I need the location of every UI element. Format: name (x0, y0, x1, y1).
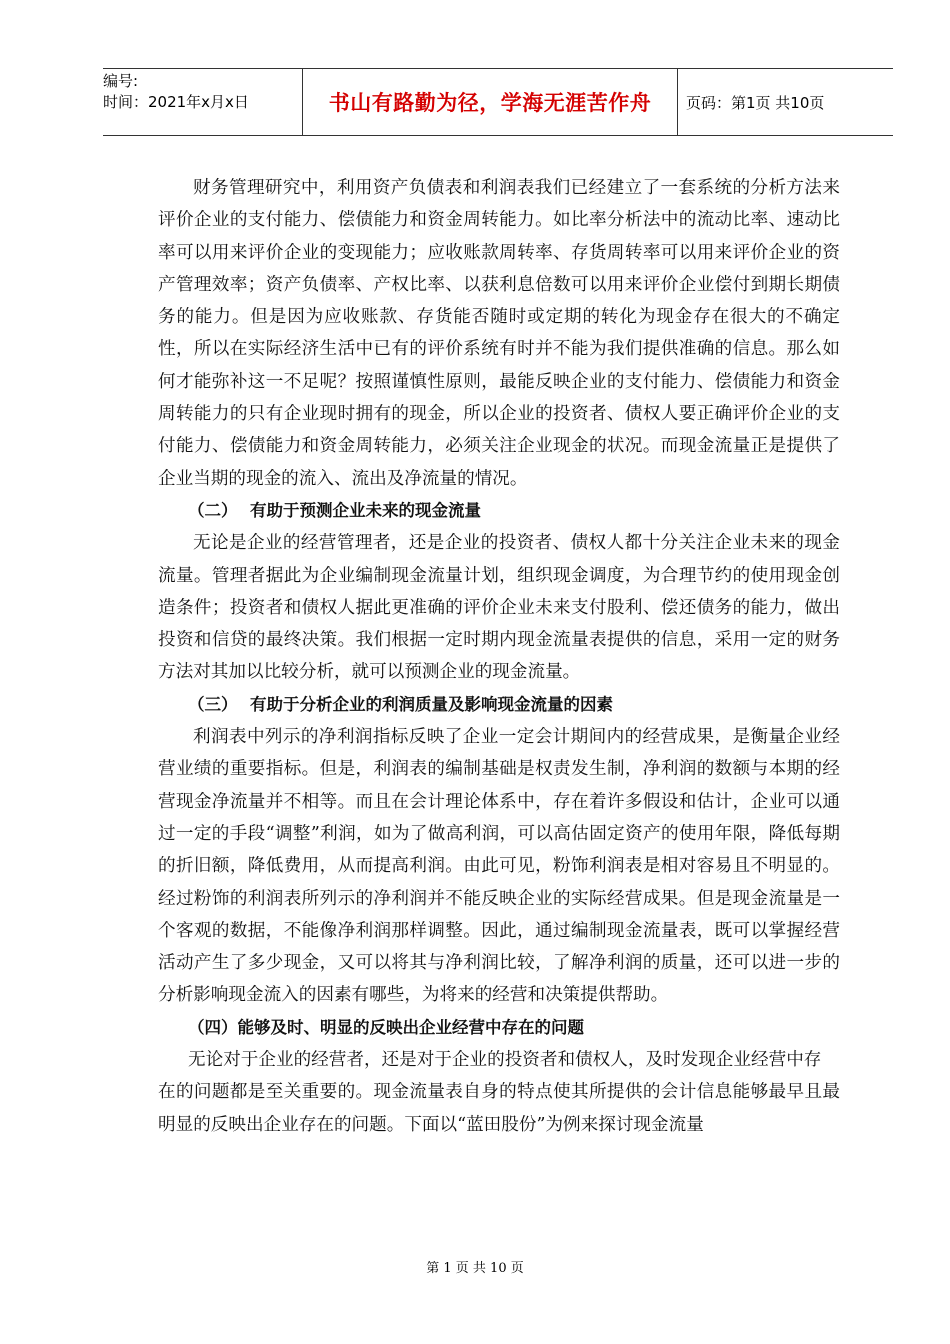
section-title: 能够及时、明显的反映出企业经营中存在的问题 (237, 1017, 584, 1037)
serial-number-label: 编号: (103, 72, 139, 90)
page-footer: 第 1 页 共 10 页 (426, 1261, 524, 1276)
paragraph-4b: 在的问题都是至关重要的。现金流量表自身的特点使其所提供的会计信息能够最早且最明显的反映出企业存在的问题。下面以“蓝田股份”为例来探讨现金流量 (158, 1082, 840, 1135)
page-header (103, 68, 893, 136)
section-number: （三） (188, 694, 238, 714)
section-title: 有助于分析企业的利润质量及影响现金流量的因素 (250, 694, 613, 714)
paragraph-2: 无论是企业的经营管理者，还是企业的投资者、债权人都十分关注企业未来的现金流量。管理者据此为企业编制现金流量计划，组织现金调度，为合理节约的使用现金创造条件；投资者和债权人据此更准确的评价企业未来支付股利、偿还债务的能力，做出投资和信贷的最终决策。我们根据一定时期内现金流量表提供的信息，采用一定的财务方法对其加以比较分析，就可以预测企业的现金流量。 (158, 533, 840, 683)
section-title: 有助于预测企业未来的现金流量 (250, 500, 481, 520)
date-label: 时间：2021年x月x日 (103, 93, 249, 111)
header-meta (103, 69, 303, 135)
paragraph-3: 利润表中列示的净利润指标反映了企业一定会计期间内的经营成果，是衡量企业经营业绩的重要指标。但是，利润表的编制基础是权责发生制，净利润的数额与本期的经营现金净流量并不相等。而且在会计理论体系中，存在着许多假设和估计，企业可以通过一定的手段“调整”利润，如为了做高利润，可以高估固定资产的使用年限，降低每期的折旧额，降低费用，从而提高利润。由此可见，粉饰利润表是相对容易且不明显的。经过粉饰的利润表所列示的净利润并不能反映企业的实际经营成果。但是现金流量是一个客观的数据，不能像净利润那样调整。因此，通过编制现金流量表，既可以掌握经营活动产生了多少现金，又可以将其与净利润比较，了解净利润的质量，还可以进一步的分析影响现金流入的因素有哪些，为将来的经营和决策提供帮助。 (158, 727, 840, 1006)
section-number: （四） (188, 1017, 238, 1037)
paragraph-4a: 无论对于企业的经营者，还是对于企业的投资者和债权人，及时发现企业经营中存 (188, 1050, 822, 1071)
paragraph-1: 财务管理研究中，利用资产负债表和利润表我们已经建立了一套系统的分析方法来评价企业的支付能力、偿债能力和资金周转能力。如比率分析法中的流动比率、速动比率可以用来评价企业的变现能力；应收账款周转率、存货周转率可以用来评价企业的资产管理效率；资产负债率、产权比率、以获利息倍数可以用来评价企业偿付到期长期债务的能力。但是因为应收账款、存货能否随时或定期的转化为现金存在很大的不确定性，所以在实际经济生活中已有的评价系统有时并不能为我们提供准确的信息。那么如何才能弥补这一不足呢？按照谨慎性原则，最能反映企业的支付能力、偿债能力和资金周转能力的只有企业现时拥有的现金，所以企业的投资者、债权人要正确评价企业的支付能力、偿债能力和资金周转能力，必须关注企业现金的状况。而现金流量正是提供了企业当期的现金的流入、流出及净流量的情况。 (158, 178, 840, 489)
header-page-info: 页码：第1页 共10页 (686, 93, 825, 112)
section-heading-4 (158, 1012, 840, 1044)
section-heading-2 (158, 495, 840, 527)
document-body (158, 172, 840, 1141)
header-motto: 书山有路勤为径，学海无涯苦作舟 (303, 69, 678, 135)
section-number: （二） (188, 500, 238, 520)
section-heading-3 (158, 689, 840, 721)
